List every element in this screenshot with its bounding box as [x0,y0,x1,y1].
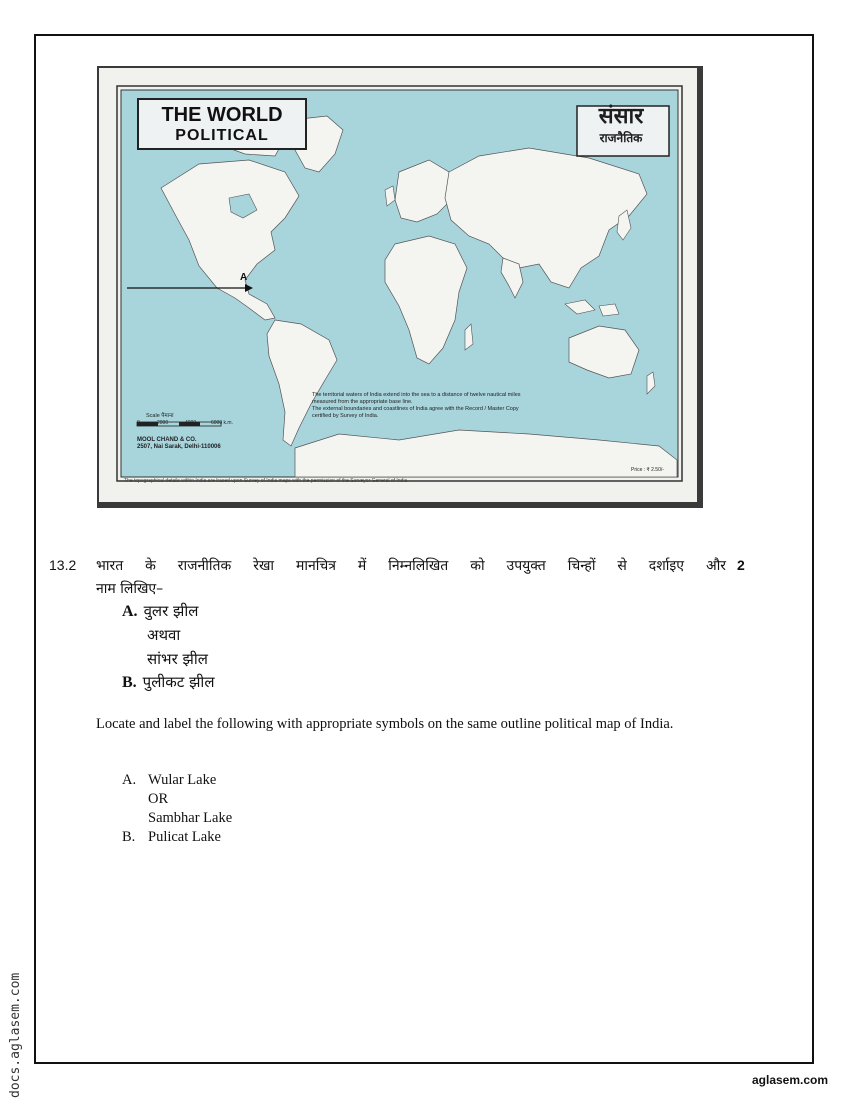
scale-tick: 6000 k.m. [211,420,233,426]
hindi-item-a-text: वुलर झील [143,602,199,620]
note-line-2: measured from the appropriate base line. [312,399,413,405]
hindi-item-a-alt: सांभर झील [147,650,208,668]
question-hindi-line1: भारत के राजनीतिक रेखा मानचित्र में निम्नलिखित को उपयुक्त चिन्हों से दर्शाइए और [96,558,726,574]
map-hindi-title-line1: संसार [598,104,644,129]
map-hindi-title [578,104,664,156]
map-price: Price : ₹ 2.50/- [631,467,664,473]
note-line-1: The territorial waters of India extend into the sea to a distance of twelve nautical miles [312,392,521,398]
map-marker-label: A [240,272,248,283]
brand-link[interactable]: aglasem.com [752,1073,829,1087]
question-hindi-line2: नाम लिखिए– [96,581,164,597]
english-item-b-text: Pulicat Lake [148,829,221,845]
publisher-address: 2507, Nai Sarak, Delhi-110006 [137,444,221,450]
hindi-item-a-letter: A. [122,603,138,620]
map-legend-note [312,392,562,420]
scale-bar-seg1 [137,422,158,426]
note-line-3: The external boundaries and coastlines of India agree with the Record / Master Copy [312,406,519,412]
map-title-line1: THE WORLD [161,104,283,126]
question-marks: 2 [737,557,745,573]
map-publisher [137,437,221,451]
scale-tick: 2000 [157,420,169,426]
question-number: 13.2 [49,557,77,573]
hindi-item-b-text: पुलीकट झील [142,673,215,691]
hindi-item-b-letter: B. [122,674,137,691]
map-hindi-title-line2: राजनैतिक [599,131,643,145]
publisher-name: MOOL CHAND & CO. [137,437,197,443]
hindi-item-or: अथवा [147,626,181,644]
english-item-b [122,828,221,847]
english-item-b-letter: B. [122,829,136,845]
hindi-item-b [122,671,215,694]
map-title-box [137,98,307,150]
map-footer-note: The topographical details within India are based upon Survey of India maps with the permission of the Surveyor General of India. [124,478,409,484]
english-item-or: OR [148,791,169,807]
english-item-a-alt: Sambhar Lake [148,810,233,826]
map-title-line2: POLITICAL [175,127,269,144]
hindi-item-a [122,600,198,623]
scale-label: Scale पैमाना [146,413,174,419]
english-item-a [122,771,216,790]
note-line-4: certified by Survey of India. [312,413,379,419]
watermark: docs.aglasem.com [8,972,23,1098]
english-item-a-text: Wular Lake [148,772,217,788]
scale-tick: 0 [137,420,140,426]
question-english: Locate and label the following with appropriate symbols on the same outline political map of India. [96,716,674,732]
english-item-a-letter: A. [122,772,137,788]
scale-tick: 4000 [185,420,197,426]
